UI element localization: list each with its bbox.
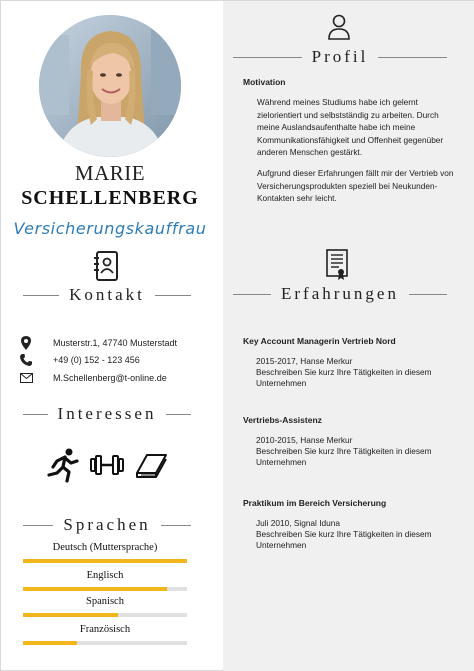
experience-body [256,435,466,468]
experience-body [256,356,466,389]
map-pin-icon [19,336,33,350]
document-icon [326,249,348,286]
experience-description: Beschreiben Sie kurz Ihre Tätigkeiten in diesem Unternehmen [256,529,432,550]
language-bar [23,587,187,591]
section-profil-title: Profil [311,47,369,66]
language-bar-fill [23,641,77,645]
book-icon [133,447,169,483]
profile-photo [39,15,181,157]
experience-description: Beschreiben Sie kurz Ihre Tätigkeiten in diesem Unternehmen [256,446,432,467]
language-bar [23,613,187,617]
contact-email[interactable] [19,371,167,385]
experience-body [256,518,466,551]
language-label: Spanisch [86,596,124,607]
section-interessen-title: Interessen [57,404,157,423]
section-profil [233,47,447,67]
profil-heading: Motivation [243,77,286,87]
experience-title: Praktikum im Bereich Versicherung [243,498,387,508]
section-kontakt [23,285,191,305]
first-name: MARIE [74,161,146,185]
profil-text [257,96,461,213]
section-erfahrungen [233,284,447,304]
contact-phone-text: +49 (0) 152 - 123 456 [53,355,140,365]
experience-period: 2015-2017, Hanse Merkur [256,356,353,366]
phone-icon [19,353,33,367]
person-icon [328,14,350,45]
dumbbell-icon [89,447,125,483]
language-bar [23,641,187,645]
last-name: SCHELLENBERG [21,187,199,209]
section-kontakt-title: Kontakt [69,285,145,304]
experience-description: Beschreiben Sie kurz Ihre Tätigkeiten in diesem Unternehmen [256,367,432,388]
language-bar-fill [23,587,167,591]
contact-address-text: Musterstr.1, 47740 Musterstadt [53,338,178,348]
section-sprachen [23,515,191,535]
contact-phone [19,353,140,367]
address-book-icon [93,251,119,286]
experience-title: Vertriebs-Assistenz [243,415,322,425]
language-bar-fill [23,559,187,563]
interest-icons [45,447,169,483]
envelope-icon [19,371,33,385]
runner-icon [45,447,81,483]
language-bar [23,559,187,563]
language-bar-fill [23,613,118,617]
experience-title: Key Account Managerin Vertrieb Nord [243,336,396,346]
contact-address [19,336,177,350]
job-title: Versicherungskauffrau [13,219,207,238]
profil-paragraph: Während meines Studiums habe ich gelernt zielorientiert und selbstständig zu arbeiten. Durch meine Auslandsaufenthalte habe ich meine Kommunikationsfähigkeit und Offenheit gegenüber anderen Menschen gestärkt. [257,97,444,158]
section-interessen [23,404,191,424]
contact-email-text[interactable]: M.Schellenberg@t-online.de [53,373,167,383]
language-label: Französisch [79,624,131,635]
profil-paragraph: Aufgrund dieser Erfahrungen fällt mir der Vertrieb von Versicherungsprodukten speziell bei Neukunden-Kontakten sehr leicht. [257,167,454,204]
section-erfahrungen-title: Erfahrungen [281,284,399,303]
experience-period: Juli 2010, Signal Iduna [256,518,340,528]
section-sprachen-title: Sprachen [63,515,151,534]
language-label: Deutsch (Muttersprache) [52,542,158,553]
language-label: Englisch [86,570,124,581]
experience-period: 2010-2015, Hanse Merkur [256,435,353,445]
